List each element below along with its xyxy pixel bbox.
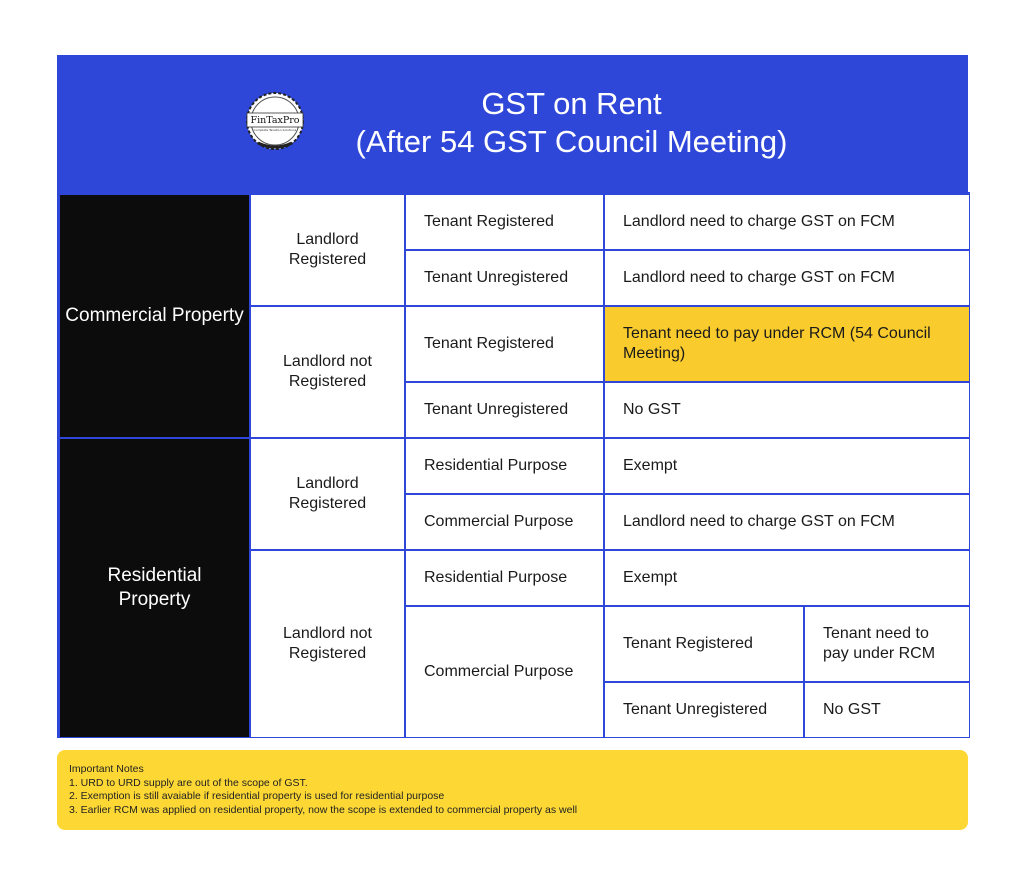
result-cell: Exempt [604, 438, 970, 494]
landlord-not-registered-cell: Landlord not Registered [250, 550, 405, 738]
title-line-1: GST on Rent [481, 86, 662, 121]
result-cell: Tenant need to pay under RCM [804, 606, 970, 682]
landlord-not-registered-cell: Landlord not Registered [250, 306, 405, 438]
note-item: 2. Exemption is still avaiable if residential property is used for residential purpose [69, 790, 445, 802]
note-item: 1. URD to URD supply are out of the scope of GST. [69, 776, 308, 789]
result-cell-highlighted: Tenant need to pay under RCM (54 Council Meeting) [604, 306, 970, 382]
gst-rent-table [57, 192, 970, 738]
purpose-cell: Commercial Purpose [405, 494, 604, 550]
landlord-registered-cell: Landlord Registered [250, 438, 405, 550]
result-cell: Landlord need to charge GST on FCM [604, 194, 970, 250]
category-commercial-property: Commercial Property [59, 194, 250, 438]
page-title [57, 85, 968, 161]
purpose-cell: Residential Purpose [405, 550, 604, 606]
note-item: 3. Earlier RCM was applied on residential property, now the scope is extended to commercial property as well [69, 803, 578, 816]
notes-heading: Important Notes [69, 763, 144, 775]
landlord-registered-cell: Landlord Registered [250, 194, 405, 306]
tenant-cell: Tenant Registered [405, 194, 604, 250]
svg-text:Complete Taxation Solutions: Complete Taxation Solutions [253, 128, 297, 132]
tenant-cell: Tenant Unregistered [405, 382, 604, 438]
purpose-cell: Residential Purpose [405, 438, 604, 494]
purpose-cell: Commercial Purpose [405, 606, 604, 738]
header-banner [57, 55, 968, 192]
important-notes [57, 750, 968, 830]
result-cell: No GST [604, 382, 970, 438]
tenant-cell: Tenant Registered [405, 306, 604, 382]
category-residential-property: Residential Property [59, 438, 250, 738]
svg-text:FinTaxPro: FinTaxPro [250, 115, 300, 126]
tenant-cell: Tenant Unregistered [405, 250, 604, 306]
result-cell: Landlord need to charge GST on FCM [604, 250, 970, 306]
result-cell: Exempt [604, 550, 970, 606]
tenant-cell: Tenant Unregistered [604, 682, 804, 738]
result-cell: Landlord need to charge GST on FCM [604, 494, 970, 550]
title-line-2: (After 54 GST Council Meeting) [355, 124, 788, 159]
result-cell: No GST [804, 682, 970, 738]
tenant-cell: Tenant Registered [604, 606, 804, 682]
